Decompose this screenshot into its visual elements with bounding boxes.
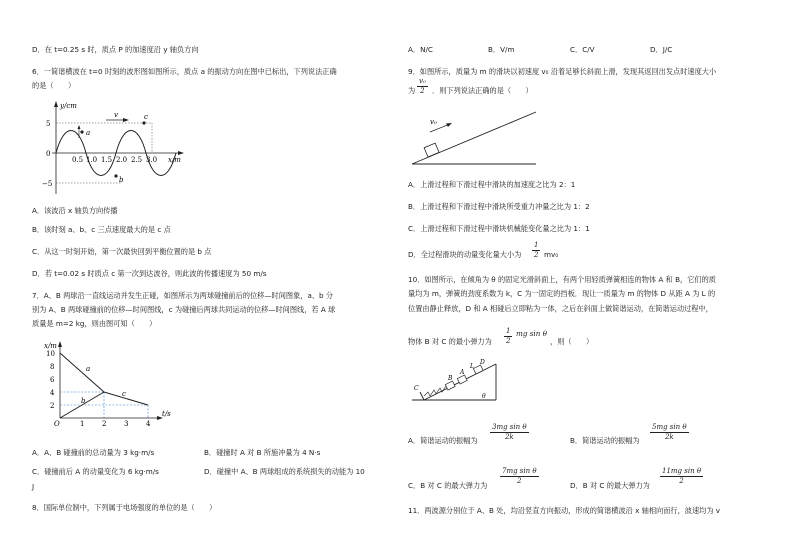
q9-d-fraction xyxy=(532,241,540,260)
q7-option-a: A．A、B 碰撞前的总动量为 3 kg·m/s xyxy=(32,448,155,457)
q10-label-c: C xyxy=(414,385,419,392)
q9-option-b: B．上滑过程和下滑过程中滑块所受重力冲量之比为 1：2 xyxy=(408,202,590,211)
q7-xtick-4: 4 xyxy=(146,420,151,428)
q10-stem-line4-post: ，则（ ） xyxy=(550,337,594,346)
q10-stem-line1: 10．如图所示，在倾角为 θ 的固定光滑斜面上，有两个用轻质弹簧相连的物体 A 和 B，它们的质 xyxy=(408,275,716,284)
q7-origin: O xyxy=(54,420,60,428)
q9-option-a: A．上滑过程和下滑过程中滑块的加速度之比为 2：1 xyxy=(408,180,576,189)
q7-ytick-2: 2 xyxy=(50,402,55,410)
q7-stem-line1: 7．A、B 两球沿一直线运动并发生正碰，如图所示为两球碰撞前后的位移—时间图象，a、b 分 xyxy=(32,291,334,300)
q5-option-d: D．在 t=0.25 s 时，质点 P 的加速度沿 y 轴负方向 xyxy=(32,45,199,54)
q7-ylabel: x/m xyxy=(44,342,57,350)
q10-label-b: B xyxy=(448,375,453,382)
q6-ytick-0: 0 xyxy=(46,150,51,158)
q7-xlabel: t/s xyxy=(162,410,171,418)
q10-stem-fraction xyxy=(504,327,512,346)
q10-option-b-pre: B．简谐运动的振幅为 xyxy=(570,436,640,445)
q10-option-b-num: 5mg sin θ xyxy=(652,423,687,431)
q10-option-b-fraction xyxy=(650,423,689,442)
q9-fraction xyxy=(417,77,428,96)
q7-ytick-6: 6 xyxy=(50,376,55,384)
q9-fraction-den: 2 xyxy=(420,87,425,95)
q10-stem-line3: 位置由静止释放，D 和 A 相碰后立即粘为一体，之后在斜面上做简谐运动，在简谐运动过程中， xyxy=(408,304,713,313)
right-column xyxy=(408,0,780,560)
left-column xyxy=(32,0,392,560)
q6-point-b: b xyxy=(119,176,124,184)
q7-line-b: b xyxy=(81,397,86,405)
q9-option-d-post: mv₀ xyxy=(544,250,559,259)
q7-position-time-graph xyxy=(32,338,182,428)
q9-v0-label: v₀ xyxy=(430,118,437,126)
q9-fraction-num: v₀ xyxy=(419,77,426,85)
q6-point-c: c xyxy=(144,113,148,121)
q6-xtick-5: 3.0 xyxy=(146,156,158,164)
q9-incline-figure xyxy=(408,108,538,170)
q6-xtick-4: 2.5 xyxy=(131,156,143,164)
q6-option-a: A．该波沿 x 轴负方向传播 xyxy=(32,206,118,215)
q7-xtick-1: 1 xyxy=(80,420,85,428)
q7-line-c: c xyxy=(122,390,126,398)
q7-line-a: a xyxy=(86,365,91,373)
q10-option-c-pre: C．B 对 C 的最大弹力为 xyxy=(408,481,488,490)
q10-label-theta: θ xyxy=(482,393,486,400)
q7-xtick-2: 2 xyxy=(102,420,107,428)
q10-option-d-fraction xyxy=(660,467,703,486)
q8-option-c: C．C/V xyxy=(570,45,595,54)
q7-xtick-3: 3 xyxy=(124,420,129,428)
q10-option-d-num: 11mg sin θ xyxy=(662,467,702,475)
q6-ytick-neg5: −5 xyxy=(42,180,53,188)
q7-ytick-10: 10 xyxy=(46,350,55,358)
q10-stem-line2: 量均为 m，弹簧的劲度系数为 k，C 为一固定的挡板．现让一质量为 m 的物体 D 从距 A 为 L 的 xyxy=(408,289,716,298)
q7-option-c: C．碰撞前后 A 的动量变化为 6 kg·m/s xyxy=(32,467,159,476)
q7-stem-line3: 质量是 m=2 kg，则由图可知（ ） xyxy=(32,319,157,328)
q11-stem: 11．两波源分别位于 A、B 处，均沿竖直方向振动，形成的简谐横波沿 x 轴相向而行，波速均为 v xyxy=(408,506,721,515)
q10-stem-expr: mg sin θ xyxy=(516,329,547,338)
q6-xlabel: x/m xyxy=(168,156,181,164)
q10-label-a: A xyxy=(460,369,465,376)
q7-stem-line2: 别为 A、B 两球碰撞前的位移—时间图线，c 为碰撞后两球共同运动的位移—时间图线，若 A 球 xyxy=(32,305,336,314)
q6-option-b: B．该时刻 a、b、c 三点速度最大的是 c 点 xyxy=(32,225,171,234)
q10-option-b-den: 2k xyxy=(664,433,674,441)
q8-option-b: B．V/m xyxy=(488,45,515,54)
q7-ytick-8: 8 xyxy=(50,363,55,371)
q8-stem: 8．国际单位制中，下列属于电场强度的单位的是（ ） xyxy=(32,503,217,512)
q9-option-c: C．上滑过程和下滑过程中滑块机械能变化量之比为 1：1 xyxy=(408,224,590,233)
q10-option-c-num: 7mg sin θ xyxy=(502,467,537,475)
q10-stem-line4-pre: 物体 B 对 C 的最小弹力为 xyxy=(408,337,492,346)
q10-incline-spring-figure xyxy=(410,356,500,406)
q7-option-d-line1: D．碰撞中 A、B 两球组成的系统损失的动能为 10 xyxy=(204,467,365,476)
q6-wave-graph xyxy=(32,98,192,198)
q6-option-d: D．若 t=0.02 s 时质点 c 第一次到达波谷，则此波的传播速度为 50 m/s xyxy=(32,269,267,278)
q10-stem-fraction-num: 1 xyxy=(506,327,511,335)
q9-option-d-pre: D．全过程滑块的动量变化量大小为 xyxy=(408,250,522,259)
q9-stem-line2-pre: 为 xyxy=(408,86,416,95)
q10-label-l: L xyxy=(470,363,474,370)
q6-option-c: C．从这一时刻开始，第一次最快回到平衡位置的是 b 点 xyxy=(32,247,212,256)
q7-option-b: B．碰撞时 A 对 B 所施冲量为 4 N·s xyxy=(204,448,321,457)
q6-ylabel: y/cm xyxy=(60,102,77,110)
q6-point-a: a xyxy=(86,129,91,137)
q7-option-d-line2: J xyxy=(32,482,35,491)
q6-stem-line2: 的是（ ） xyxy=(32,81,76,90)
q8-option-d: D．J/C xyxy=(650,45,673,54)
q10-option-d-pre: D．B 对 C 的最大弹力为 xyxy=(570,481,650,490)
q10-label-d: D xyxy=(480,359,485,366)
q10-option-c-fraction xyxy=(500,467,539,486)
q10-option-a-den: 2k xyxy=(504,433,514,441)
q6-velocity-label: v xyxy=(114,111,118,119)
q9-stem-line2-post: ．则下列说法正确的是（ ） xyxy=(432,86,533,95)
q10-option-d-den: 2 xyxy=(679,477,684,485)
q10-option-a-fraction xyxy=(490,423,529,442)
q10-stem-fraction-den: 2 xyxy=(506,337,511,345)
q9-d-fraction-num: 1 xyxy=(534,241,539,249)
q10-option-a-num: 3mg sin θ xyxy=(492,423,527,431)
q6-xtick-0: 0.5 xyxy=(72,156,84,164)
q7-ytick-4: 4 xyxy=(50,389,55,397)
q6-ytick-5: 5 xyxy=(46,120,51,128)
q6-stem-line1: 6．一简谐横波在 t=0 时刻的波形图如图所示，质点 a 的振动方向在图中已标出，下列说法正确 xyxy=(32,67,337,76)
q9-stem-line1: 9．如图所示，质量为 m 的滑块以初速度 v₀ 沿着足够长斜面上滑，发现其返回出发点时速度大小 xyxy=(408,67,717,76)
q10-option-a-pre: A．简谐运动的振幅为 xyxy=(408,436,478,445)
q6-xtick-1: 1.0 xyxy=(86,156,98,164)
q10-option-c-den: 2 xyxy=(517,477,522,485)
q6-xtick-2: 1.5 xyxy=(101,156,113,164)
q8-option-a: A．N/C xyxy=(408,45,433,54)
q6-xtick-3: 2.0 xyxy=(116,156,128,164)
q9-d-fraction-den: 2 xyxy=(534,251,539,259)
